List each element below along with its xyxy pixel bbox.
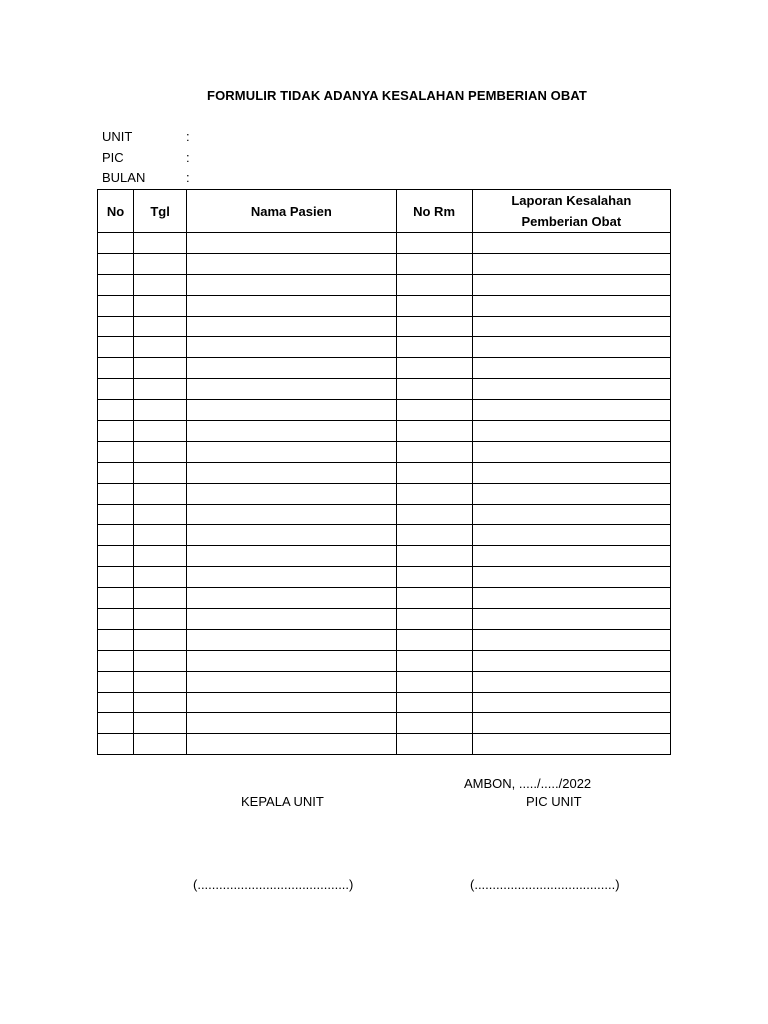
table-row [98, 253, 671, 274]
cell-no-rm [396, 567, 472, 588]
meta-pic-label: PIC [102, 150, 124, 165]
cell-tgl [134, 421, 187, 442]
cell-tgl [134, 525, 187, 546]
cell-nama-pasien [187, 650, 396, 671]
cell-tgl [134, 358, 187, 379]
cell-nama-pasien [187, 295, 396, 316]
cell-no-rm [396, 337, 472, 358]
cell-tgl [134, 462, 187, 483]
cell-no [98, 525, 134, 546]
pic-unit-label: PIC UNIT [526, 794, 582, 809]
table-row [98, 421, 671, 442]
table-row [98, 629, 671, 650]
cell-no-rm [396, 692, 472, 713]
meta-unit-colon: : [186, 129, 190, 144]
cell-tgl [134, 483, 187, 504]
cell-no [98, 671, 134, 692]
table-row [98, 609, 671, 630]
cell-no [98, 629, 134, 650]
cell-nama-pasien [187, 504, 396, 525]
cell-no [98, 588, 134, 609]
cell-laporan [472, 629, 670, 650]
cell-laporan [472, 567, 670, 588]
cell-no-rm [396, 295, 472, 316]
cell-laporan [472, 274, 670, 295]
meta-bulan-colon: : [186, 170, 190, 185]
medication-error-table [97, 189, 671, 755]
cell-tgl [134, 713, 187, 734]
cell-no-rm [396, 421, 472, 442]
cell-nama-pasien [187, 525, 396, 546]
cell-nama-pasien [187, 567, 396, 588]
cell-tgl [134, 692, 187, 713]
cell-no [98, 567, 134, 588]
cell-no [98, 692, 134, 713]
cell-laporan [472, 588, 670, 609]
table-row [98, 337, 671, 358]
cell-no-rm [396, 546, 472, 567]
table-row [98, 650, 671, 671]
cell-laporan [472, 609, 670, 630]
meta-unit-label: UNIT [102, 129, 133, 144]
cell-laporan [472, 525, 670, 546]
table-row [98, 504, 671, 525]
cell-laporan [472, 316, 670, 337]
header-laporan [472, 190, 670, 233]
cell-no [98, 253, 134, 274]
cell-laporan [472, 504, 670, 525]
cell-laporan [472, 441, 670, 462]
cell-tgl [134, 316, 187, 337]
cell-tgl [134, 546, 187, 567]
cell-laporan [472, 233, 670, 254]
cell-tgl [134, 400, 187, 421]
cell-no [98, 295, 134, 316]
cell-no [98, 462, 134, 483]
cell-no-rm [396, 525, 472, 546]
cell-no [98, 609, 134, 630]
cell-no [98, 546, 134, 567]
cell-nama-pasien [187, 316, 396, 337]
cell-no-rm [396, 379, 472, 400]
kepala-unit-signature-line: (..........................................) [193, 877, 354, 892]
cell-no [98, 713, 134, 734]
cell-laporan [472, 483, 670, 504]
cell-no [98, 358, 134, 379]
cell-nama-pasien [187, 609, 396, 630]
table-row [98, 441, 671, 462]
table-row [98, 483, 671, 504]
cell-laporan [472, 400, 670, 421]
cell-no [98, 483, 134, 504]
cell-nama-pasien [187, 462, 396, 483]
header-tgl: Tgl [134, 190, 187, 233]
cell-tgl [134, 295, 187, 316]
cell-nama-pasien [187, 441, 396, 462]
cell-no [98, 650, 134, 671]
table-row [98, 588, 671, 609]
cell-nama-pasien [187, 713, 396, 734]
cell-nama-pasien [187, 421, 396, 442]
cell-no-rm [396, 441, 472, 462]
table-row [98, 233, 671, 254]
cell-tgl [134, 441, 187, 462]
cell-tgl [134, 253, 187, 274]
header-laporan-line2: Pemberian Obat [521, 214, 622, 229]
cell-no-rm [396, 253, 472, 274]
cell-nama-pasien [187, 233, 396, 254]
cell-nama-pasien [187, 629, 396, 650]
cell-no-rm [396, 650, 472, 671]
cell-no [98, 379, 134, 400]
meta-bulan-label: BULAN [102, 170, 146, 185]
cell-no-rm [396, 671, 472, 692]
cell-tgl [134, 734, 187, 755]
table-row [98, 295, 671, 316]
table-row [98, 358, 671, 379]
cell-laporan [472, 671, 670, 692]
cell-nama-pasien [187, 588, 396, 609]
cell-no [98, 274, 134, 295]
meta-pic-colon: : [186, 150, 190, 165]
place-date: AMBON, ...../...../2022 [464, 776, 592, 791]
cell-nama-pasien [187, 253, 396, 274]
table-row [98, 692, 671, 713]
cell-tgl [134, 274, 187, 295]
cell-nama-pasien [187, 546, 396, 567]
cell-laporan [472, 379, 670, 400]
cell-no [98, 421, 134, 442]
form-title: FORMULIR TIDAK ADANYA KESALAHAN PEMBERIAN OBAT [207, 88, 587, 103]
cell-tgl [134, 629, 187, 650]
cell-nama-pasien [187, 358, 396, 379]
cell-no-rm [396, 713, 472, 734]
table-row [98, 379, 671, 400]
cell-laporan [472, 546, 670, 567]
cell-laporan [472, 295, 670, 316]
cell-laporan [472, 462, 670, 483]
cell-no [98, 233, 134, 254]
cell-nama-pasien [187, 671, 396, 692]
header-laporan-line1: Laporan Kesalahan [511, 193, 632, 208]
table-body [98, 233, 671, 755]
header-no: No [98, 190, 134, 233]
cell-no [98, 504, 134, 525]
cell-tgl [134, 504, 187, 525]
cell-laporan [472, 650, 670, 671]
cell-tgl [134, 588, 187, 609]
cell-laporan [472, 692, 670, 713]
cell-nama-pasien [187, 734, 396, 755]
cell-laporan [472, 253, 670, 274]
cell-tgl [134, 379, 187, 400]
cell-no [98, 316, 134, 337]
cell-nama-pasien [187, 400, 396, 421]
table-row [98, 400, 671, 421]
table-header-row [98, 190, 671, 233]
cell-nama-pasien [187, 483, 396, 504]
table-row [98, 316, 671, 337]
cell-tgl [134, 671, 187, 692]
table-row [98, 734, 671, 755]
cell-no-rm [396, 400, 472, 421]
cell-tgl [134, 337, 187, 358]
cell-no [98, 337, 134, 358]
cell-tgl [134, 233, 187, 254]
cell-nama-pasien [187, 337, 396, 358]
cell-tgl [134, 650, 187, 671]
header-nama-pasien: Nama Pasien [187, 190, 396, 233]
cell-no-rm [396, 504, 472, 525]
kepala-unit-label: KEPALA UNIT [241, 794, 324, 809]
table-row [98, 525, 671, 546]
table-row [98, 713, 671, 734]
table-row [98, 671, 671, 692]
cell-nama-pasien [187, 379, 396, 400]
pic-unit-signature-line: (.......................................) [470, 877, 620, 892]
cell-laporan [472, 358, 670, 379]
cell-no-rm [396, 233, 472, 254]
table-row [98, 546, 671, 567]
cell-nama-pasien [187, 274, 396, 295]
cell-no-rm [396, 609, 472, 630]
header-no-rm: No Rm [396, 190, 472, 233]
cell-nama-pasien [187, 692, 396, 713]
cell-no [98, 400, 134, 421]
cell-no-rm [396, 274, 472, 295]
cell-tgl [134, 609, 187, 630]
cell-no-rm [396, 483, 472, 504]
cell-no-rm [396, 629, 472, 650]
cell-laporan [472, 734, 670, 755]
cell-no-rm [396, 358, 472, 379]
cell-laporan [472, 337, 670, 358]
cell-no [98, 734, 134, 755]
cell-no-rm [396, 734, 472, 755]
cell-no-rm [396, 316, 472, 337]
cell-laporan [472, 713, 670, 734]
cell-laporan [472, 421, 670, 442]
table-row [98, 462, 671, 483]
cell-no-rm [396, 462, 472, 483]
table-row [98, 567, 671, 588]
cell-tgl [134, 567, 187, 588]
table-row [98, 274, 671, 295]
cell-no-rm [396, 588, 472, 609]
cell-no [98, 441, 134, 462]
